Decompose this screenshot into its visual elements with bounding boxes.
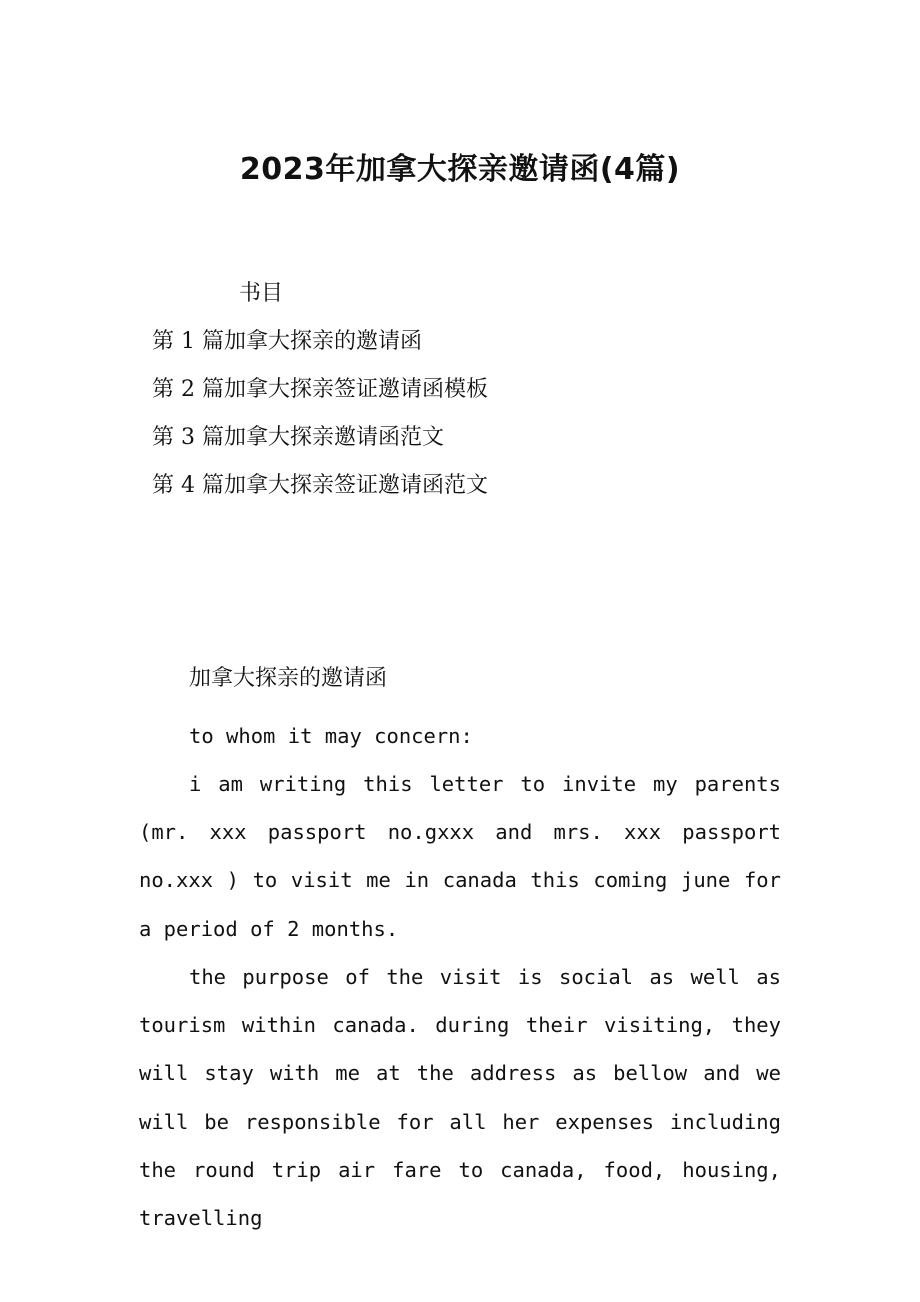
toc-item-2: 第 2 篇加拿大探亲签证邀请函模板 xyxy=(152,377,488,402)
letter-paragraph-1: i am writing this letter to invite my parents (mr. xxx passport no.gxxx and mrs. xxx passport no.xxx ) to visit me in canada this coming june for a period of 2 months. xyxy=(139,772,781,941)
toc-heading: 书目 xyxy=(239,281,284,306)
letter-greeting: to whom it may concern: xyxy=(189,724,473,748)
toc-item-4: 第 4 篇加拿大探亲签证邀请函范文 xyxy=(152,473,488,498)
toc-item-3: 第 3 篇加拿大探亲邀请函范文 xyxy=(152,425,444,450)
table-of-contents xyxy=(152,326,488,518)
letter-paragraph-2: the purpose of the visit is social as well as tourism within canada. during their visiting, they will stay with me at the address as bellow and we will be responsible for all her expenses including the round trip air fare to canada, food, housing, travelling xyxy=(139,965,781,1231)
section-title: 加拿大探亲的邀请函 xyxy=(189,666,388,691)
document-title: 2023年加拿大探亲邀请函(4篇) xyxy=(239,152,681,187)
toc-item-1: 第 1 篇加拿大探亲的邀请函 xyxy=(152,329,422,354)
